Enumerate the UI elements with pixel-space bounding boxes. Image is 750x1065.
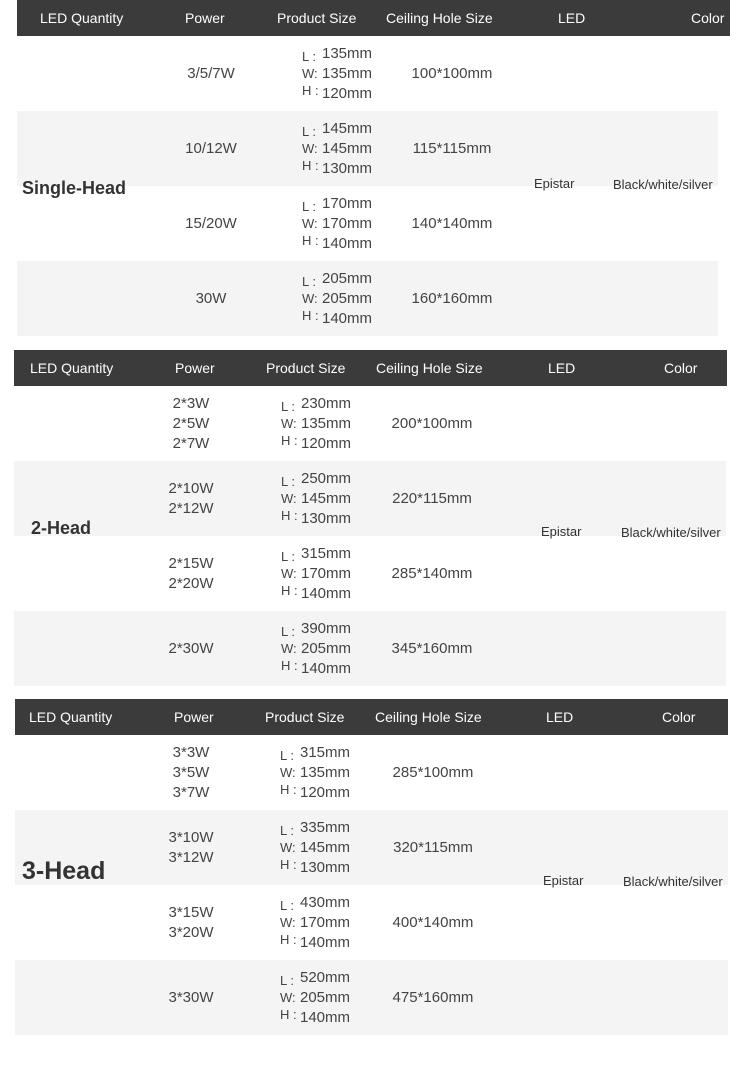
- ceiling-hole-cell: 285*140mm: [391, 565, 473, 582]
- size-l-line: [302, 119, 372, 139]
- power-value: 3*15W: [168, 903, 214, 921]
- header-led: LED: [548, 360, 576, 376]
- size-h-label: H :: [281, 508, 298, 523]
- size-w-value: 135mm: [301, 415, 352, 432]
- table-row: [17, 36, 718, 111]
- size-w-label: W:: [281, 566, 297, 581]
- size-l-label: L :: [302, 199, 316, 214]
- power-cell: [171, 214, 251, 234]
- size-w-label: W:: [302, 66, 318, 81]
- size-l-label: L :: [302, 124, 316, 139]
- size-h-value: 140mm: [301, 660, 352, 677]
- ceiling-hole-cell: 320*115mm: [393, 839, 473, 856]
- power-value: 3*10W: [168, 828, 214, 846]
- size-l-label: L :: [280, 823, 294, 838]
- size-w-value: 145mm: [300, 839, 351, 856]
- ceiling-hole-cell: 100*100mm: [411, 65, 493, 82]
- size-h-value: 130mm: [300, 859, 351, 876]
- size-h-value: 140mm: [322, 310, 373, 327]
- header-power: Power: [185, 10, 225, 26]
- size-l-label: L :: [281, 399, 295, 414]
- size-h-line: [281, 434, 351, 454]
- power-value: 2*30W: [168, 639, 214, 657]
- size-l-label: L :: [302, 49, 316, 64]
- size-l-value: 135mm: [322, 45, 373, 62]
- product-size-cell: [280, 968, 350, 1028]
- power-value: 3*3W: [172, 743, 210, 761]
- table-row: [14, 461, 726, 536]
- ceiling-hole-cell: 285*100mm: [392, 764, 474, 781]
- power-value: 15/20W: [185, 214, 237, 232]
- size-h-value: 140mm: [300, 1009, 351, 1026]
- table-row: [14, 536, 726, 611]
- product-size-cell: [302, 269, 372, 329]
- size-w-value: 170mm: [300, 914, 351, 931]
- size-h-value: 120mm: [300, 784, 351, 801]
- power-cell: [151, 903, 231, 943]
- size-l-line: [281, 469, 351, 489]
- ceiling-hole-cell: 115*115mm: [412, 140, 492, 157]
- product-size-cell: [280, 818, 350, 878]
- power-cell: [151, 828, 231, 868]
- size-w-value: 170mm: [322, 215, 373, 232]
- size-l-value: 520mm: [300, 969, 351, 986]
- size-l-line: [302, 269, 372, 289]
- color-value: Black/white/silver: [613, 177, 713, 192]
- table-header: [17, 0, 730, 36]
- size-h-value: 120mm: [322, 85, 373, 102]
- table-row: [15, 735, 728, 810]
- size-h-line: [302, 234, 372, 254]
- size-h-label: H :: [280, 1007, 297, 1022]
- size-w-label: W:: [280, 765, 296, 780]
- power-value: 3*12W: [168, 848, 214, 866]
- power-value: 2*20W: [168, 574, 214, 592]
- size-h-value: 140mm: [301, 585, 352, 602]
- header-color: Color: [664, 360, 698, 376]
- size-h-line: [302, 84, 372, 104]
- size-l-line: [280, 968, 350, 988]
- size-h-label: H :: [302, 308, 319, 323]
- color-value: Black/white/silver: [623, 874, 723, 889]
- size-w-value: 145mm: [322, 140, 373, 157]
- size-w-value: 135mm: [322, 65, 373, 82]
- power-cell: [171, 289, 251, 309]
- header-product-size: Product Size: [277, 10, 357, 26]
- header-led-quantity: LED Quantity: [40, 10, 124, 26]
- size-l-line: [281, 619, 351, 639]
- size-l-value: 430mm: [300, 894, 351, 911]
- table-row: [15, 885, 728, 960]
- size-l-label: L :: [280, 973, 294, 988]
- size-w-label: W:: [302, 291, 318, 306]
- header-color: Color: [691, 10, 725, 26]
- led-value: Epistar: [534, 176, 575, 191]
- power-cell: [171, 64, 251, 84]
- power-cell: [151, 988, 231, 1008]
- ceiling-hole-cell: 140*140mm: [411, 215, 493, 232]
- power-value: 2*12W: [168, 499, 214, 517]
- size-h-label: H :: [302, 233, 319, 248]
- size-h-line: [280, 933, 350, 953]
- power-value: 2*15W: [168, 554, 214, 572]
- product-size-cell: [281, 544, 351, 604]
- size-w-label: W:: [281, 641, 297, 656]
- size-w-value: 205mm: [300, 989, 351, 1006]
- power-value: 30W: [195, 289, 227, 307]
- product-size-cell: [280, 893, 350, 953]
- size-l-label: L :: [302, 274, 316, 289]
- header-ceiling-hole-size: Ceiling Hole Size: [376, 360, 483, 376]
- size-l-line: [280, 818, 350, 838]
- size-l-line: [280, 893, 350, 913]
- size-l-value: 205mm: [322, 270, 373, 287]
- size-h-value: 140mm: [322, 235, 373, 252]
- size-h-value: 130mm: [322, 160, 373, 177]
- size-h-label: H :: [280, 857, 297, 872]
- group-label: Single-Head: [22, 178, 127, 198]
- table-row: [17, 111, 718, 186]
- size-h-label: H :: [281, 433, 298, 448]
- size-l-line: [302, 194, 372, 214]
- product-size-cell: [302, 194, 372, 254]
- power-cell: [171, 139, 251, 159]
- table-row: [15, 960, 728, 1035]
- power-value: 3*30W: [168, 988, 214, 1006]
- table-header: [14, 350, 727, 386]
- table-row: [17, 261, 718, 336]
- table-row: [14, 386, 726, 461]
- header-led-quantity: LED Quantity: [29, 709, 113, 725]
- spec-table-3: [15, 699, 728, 1035]
- size-h-value: 140mm: [300, 934, 351, 951]
- ceiling-hole-cell: 400*140mm: [392, 914, 474, 931]
- size-w-label: W:: [281, 416, 297, 431]
- size-h-line: [281, 584, 351, 604]
- header-color: Color: [662, 709, 696, 725]
- size-l-label: L :: [281, 549, 295, 564]
- header-led-quantity: LED Quantity: [30, 360, 114, 376]
- ceiling-hole-cell: 475*160mm: [392, 989, 474, 1006]
- size-h-line: [302, 159, 372, 179]
- header-led: LED: [546, 709, 574, 725]
- led-value: Epistar: [543, 873, 584, 888]
- size-l-label: L :: [281, 474, 295, 489]
- size-h-label: H :: [281, 658, 298, 673]
- group-label: 3-Head: [22, 857, 106, 885]
- header-product-size: Product Size: [266, 360, 346, 376]
- size-h-label: H :: [281, 583, 298, 598]
- size-l-value: 170mm: [322, 195, 373, 212]
- power-value: 3/5/7W: [187, 64, 235, 82]
- product-size-cell: [281, 619, 351, 679]
- product-size-cell: [281, 469, 351, 529]
- product-size-cell: [302, 119, 372, 179]
- size-h-label: H :: [302, 83, 319, 98]
- header-ceiling-hole-size: Ceiling Hole Size: [386, 10, 493, 26]
- size-w-value: 205mm: [322, 290, 373, 307]
- table-row: [14, 611, 726, 686]
- spec-table-1: [17, 0, 730, 336]
- size-l-line: [281, 544, 351, 564]
- size-h-label: H :: [302, 158, 319, 173]
- header-power: Power: [174, 709, 214, 725]
- table-row: [15, 810, 728, 885]
- size-h-line: [280, 783, 350, 803]
- color-value: Black/white/silver: [621, 525, 721, 540]
- size-h-line: [280, 858, 350, 878]
- size-l-label: L :: [280, 748, 294, 763]
- power-value: 3*20W: [168, 923, 214, 941]
- size-h-line: [281, 659, 351, 679]
- product-size-cell: [302, 44, 372, 104]
- power-value: 2*10W: [168, 479, 214, 497]
- product-size-cell: [281, 394, 351, 454]
- table-header: [15, 699, 728, 735]
- power-cell: [151, 394, 231, 454]
- size-w-label: W:: [302, 216, 318, 231]
- header-led: LED: [558, 10, 586, 26]
- power-value: 3*7W: [172, 783, 210, 801]
- ceiling-hole-cell: 200*100mm: [391, 415, 473, 432]
- size-w-value: 170mm: [301, 565, 352, 582]
- size-h-label: H :: [280, 932, 297, 947]
- power-value: 3*5W: [172, 763, 210, 781]
- size-l-line: [302, 44, 372, 64]
- header-power: Power: [175, 360, 215, 376]
- size-l-value: 390mm: [301, 620, 352, 637]
- size-h-line: [280, 1008, 350, 1028]
- size-l-value: 250mm: [301, 470, 352, 487]
- size-h-line: [281, 509, 351, 529]
- size-h-value: 130mm: [301, 510, 352, 527]
- size-l-value: 335mm: [300, 819, 351, 836]
- product-size-cell: [280, 743, 350, 803]
- size-l-value: 315mm: [300, 744, 351, 761]
- ceiling-hole-cell: 160*160mm: [411, 290, 493, 307]
- size-h-line: [302, 309, 372, 329]
- power-value: 2*3W: [172, 394, 210, 412]
- size-w-value: 205mm: [301, 640, 352, 657]
- size-l-line: [280, 743, 350, 763]
- size-w-label: W:: [281, 491, 297, 506]
- group-label: 2-Head: [31, 518, 92, 538]
- ceiling-hole-cell: 220*115mm: [392, 490, 472, 507]
- power-cell: [151, 743, 231, 803]
- size-l-value: 230mm: [301, 395, 352, 412]
- size-l-label: L :: [280, 898, 294, 913]
- power-value: 10/12W: [185, 139, 237, 157]
- header-product-size: Product Size: [265, 709, 345, 725]
- header-ceiling-hole-size: Ceiling Hole Size: [375, 709, 482, 725]
- power-cell: [151, 479, 231, 519]
- size-w-value: 145mm: [301, 490, 352, 507]
- power-cell: [151, 554, 231, 594]
- size-l-label: L :: [281, 624, 295, 639]
- spec-table-2: [14, 350, 727, 686]
- size-h-value: 120mm: [301, 435, 352, 452]
- size-h-label: H :: [280, 782, 297, 797]
- led-value: Epistar: [541, 524, 582, 539]
- size-w-label: W:: [280, 990, 296, 1005]
- size-l-value: 145mm: [322, 120, 373, 137]
- ceiling-hole-cell: 345*160mm: [391, 640, 473, 657]
- power-value: 2*7W: [172, 434, 210, 452]
- power-cell: [151, 639, 231, 659]
- size-w-label: W:: [280, 840, 296, 855]
- size-w-label: W:: [280, 915, 296, 930]
- size-l-value: 315mm: [301, 545, 352, 562]
- power-value: 2*5W: [172, 414, 210, 432]
- size-l-line: [281, 394, 351, 414]
- size-w-label: W:: [302, 141, 318, 156]
- size-w-value: 135mm: [300, 764, 351, 781]
